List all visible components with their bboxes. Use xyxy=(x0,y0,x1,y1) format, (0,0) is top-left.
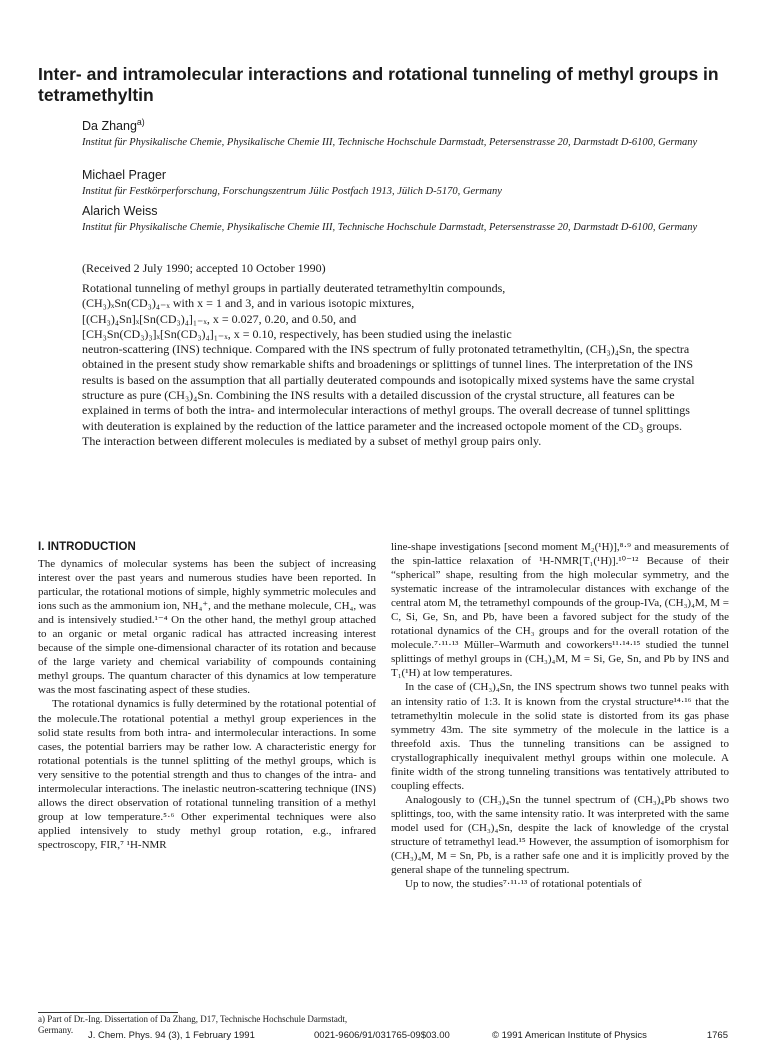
author-footnote-mark: a) xyxy=(136,116,145,127)
right-column xyxy=(391,540,729,891)
paragraph: Up to now, the studies⁷·¹¹·¹³ of rotational potentials of xyxy=(405,878,642,891)
section-heading: I. INTRODUCTION xyxy=(38,541,136,553)
copyright: © 1991 American Institute of Physics xyxy=(492,1030,647,1041)
abstract-formula-3: [CH₃Sn(CD₃)₃]ₓ[Sn(CD₃)₄]₁₋ₓ, x = 0.10, respectively, has been studied using the inelastic xyxy=(82,326,512,341)
journal-citation: J. Chem. Phys. 94 (3), 1 February 1991 xyxy=(88,1030,255,1041)
affiliation-zhang: Institut für Physikalische Chemie, Physikalische Chemie III, Technische Hochschule Darmstadt, Petersenstrasse 20, Darmstadt D-6100, Germany xyxy=(82,137,698,148)
paragraph: In the case of (CH₃)₄Sn, the INS spectrum shows two tunnel peaks with an intensity ratio of 1:3. It is known from the crystal structure¹⁴·¹⁶ that the tetramethyltin molecule in the solid state is distorted from its gas phase symmetry 43m. The site symmetry of the molecule in the lattice is a threefold axis. Thus the tunneling transitions can be assigned to crystallographically inequivalent methyl groups within one molecule. A finite width of the strong tunneling transitions was tentatively attributed to coupling effects. xyxy=(391,681,729,792)
left-column xyxy=(38,540,376,852)
abstract-formula-1: (CH₃)ₓSn(CD₃)₄₋ₓ with x = 1 and 3, and in various isotopic mixtures, xyxy=(82,296,415,311)
affiliation-prager: Institut für Festkörperforschung, Forschungszentrum Jülic Postfach 1913, Jülich D-5170, Germany xyxy=(82,186,502,197)
paragraph: Analogously to (CH₃)₄Sn the tunnel spectrum of (CH₃)₄Pb shows two splittings, too, with the same intensity ratio. It was interpreted with the same model used for (CH₃)₄Sn, despite the lack of knowledge of the crystal structure of tetramethyl lead.¹⁵ However, the assumption of isomorphism for (CH₃)₄M, M = Sn, Pb, is a rather safe one and it is implicitly proved by the general shape of the tunneling spectrum. xyxy=(391,793,729,877)
paragraph: line-shape investigations [second moment M₂(¹H)],⁸·⁹ and measurements of the spin-lattice relaxation of ¹H-NMR[T₁(¹H)].¹⁰⁻¹² Because of their “spherical” shape, resulting from the high molecular symmetry, and the systematic increase of the intramolecular distances with exchange of the central atom M, the tetramethyl compounds of the group-IVa, (CH₃)₄M, M = C, Si, Ge, Sn, and Pb, have been a favored subject for the study of the rotational dynamics of the CH₃ groups and for the overall rotation of the molecule.⁷·¹¹·¹³ Müller–Warmuth and coworkers¹¹·¹⁴·¹⁵ studied the tunnel splittings of methyl groups in (CH₃)₄M, M = Si, Ge, Sn, and Pb by INS and T₁(¹H) at low temperatures. xyxy=(391,541,729,680)
page-number: 1765 xyxy=(706,1030,728,1041)
abstract-body: neutron-scattering (INS) technique. Compared with the INS spectrum of fully protonated tetramethyltin, (CH₃)₄Sn, the spectra obtained in the present study show remarkable shifts and broadenings or splittings of tunnel lines. The interpretation of the INS results is based on the assumption that all partially deuterated compounds and isotopically mixed systems have the same crystal structure as pure (CH₃)₄Sn. Combining the INS results with a detailed discussion of the crystal structure, all features can be explained in terms of both the intra- and intermolecular interactions of methyl groups. The overall decrease of tunnel splittings with deuteration is explained by the reduction of the lattice parameter and the increased octopole moment of the CD₃ groups. The interaction between different molecules is mediated by a subset of methyl group pairs only. xyxy=(82,342,695,448)
author-name-zhang: Da Zhang$^{a)}$ xyxy=(82,116,145,133)
footnote: a) Part of Dr.-Ing. Dissertation of Da Zhang, D17, Technische Hochschule Darmstadt, Germany. xyxy=(38,1014,348,1035)
footnote-divider xyxy=(38,1012,178,1013)
paragraph: The rotational dynamics is fully determined by the rotational potential of the molecule.The rotational potential a methyl group experiences in the solid state results from both intra- and intermolecular interactions. In some cases, the potential barriers may be rather low. A characteristic energy for rotational potentials is the tunnel splitting of the methyl groups, which is very sensitive to the potential strength and thus to changes of the intra- and intermolecular interactions. The inelastic neutron-scattering technique (INS) allows the direct observation of rotational tunneling transition of a methyl group at low temperature.⁵·⁶ Other experimental techniques were also applied intensively to study methyl group rotation, e.g., infrared spectroscopy, FIR,⁷ ¹H-NMR xyxy=(38,698,376,851)
abstract xyxy=(82,281,702,449)
author-name-prager: Michael Prager xyxy=(82,168,167,182)
affiliation-weiss: Institut für Physikalische Chemie, Physikalische Chemie III, Technische Hochschule Darmstadt, Petersenstrasse 20, Darmstadt D-6100, Germany xyxy=(82,222,698,233)
abstract-formula-2: [(CH₃)₄Sn]ₓ[Sn(CD₃)₄]₁₋ₓ, x = 0.027, 0.20, and 0.50, and xyxy=(82,311,357,326)
abstract-opening: Rotational tunneling of methyl groups in partially deuterated tetramethyltin compounds, xyxy=(82,281,506,295)
paragraph: The dynamics of molecular systems has been the subject of increasing interest over the past years and numerous studies have been reported. In particular, the rotational motions of simple, highly symmetric molecules and ions such as the ammonium ion, NH₄⁺, and the methane molecule, CH₄, was and is intensively studied.¹⁻⁴ On the other hand, the methyl group attached to an organic or metal organic radical has attracted increasing interest because of the simple one-dimensional character of its rotation and because of the large variety and chemical variability of compounds containing methyl groups. The quantum character of this dynamics at low temperature was the most fascinating aspect of these studies. xyxy=(38,558,376,697)
article-title: Inter- and intramolecular interactions and rotational tunneling of methyl groups in tetramethyltin xyxy=(38,64,719,105)
article-code: 0021-9606/91/031765-09$03.00 xyxy=(314,1030,450,1041)
page-footer xyxy=(88,1030,728,1044)
author-name-weiss: Alarich Weiss xyxy=(82,204,158,218)
received-dates: (Received 2 July 1990; accepted 10 October 1990) xyxy=(82,261,326,275)
